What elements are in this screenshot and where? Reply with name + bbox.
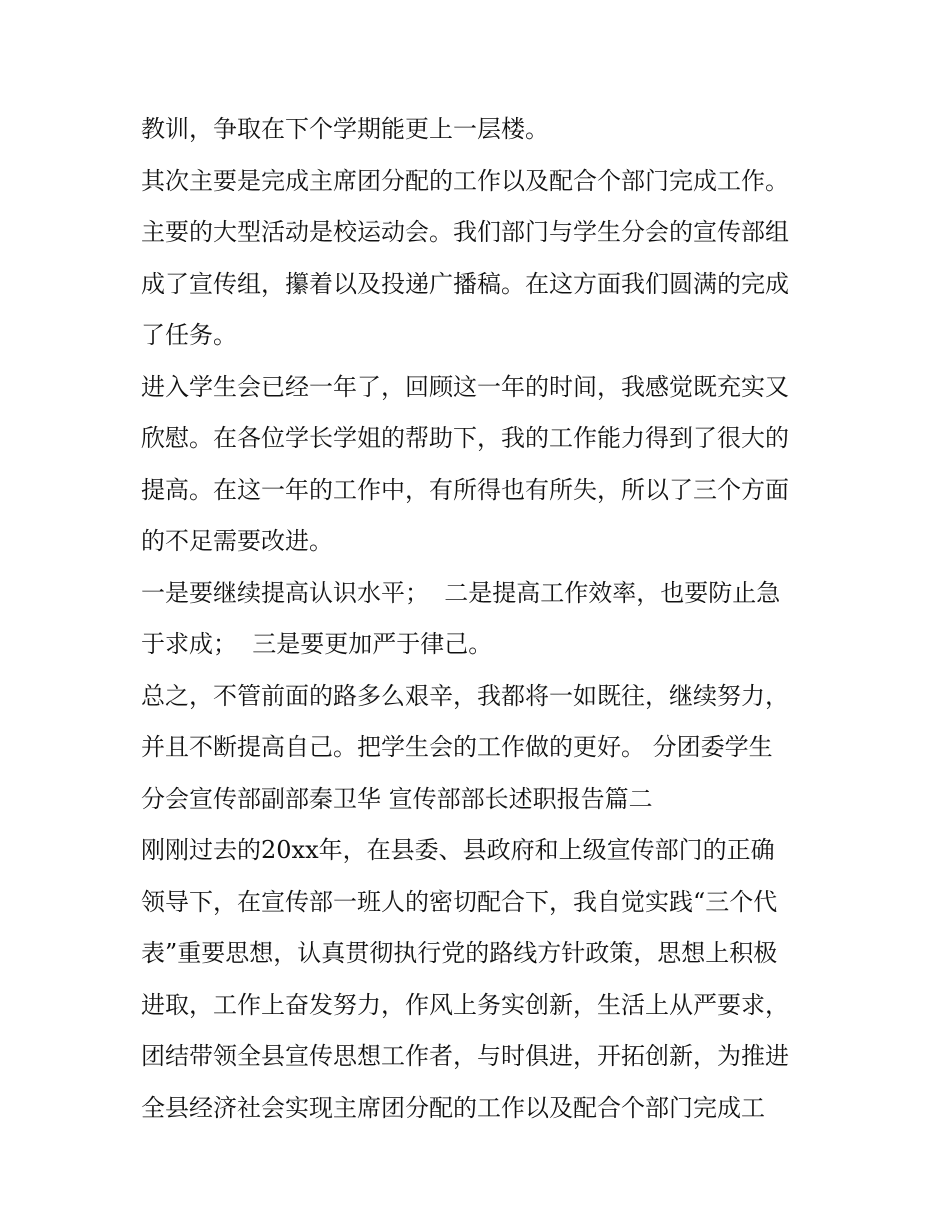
text-line: 主要的大型活动是校运动会。我们部门与学生分会的宣传部组: [141, 218, 789, 246]
text-line: 教训，争取在下个学期能更上一层楼。: [141, 115, 549, 143]
text-line: 欣慰。在各位学长学姐的帮助下，我的工作能力得到了很大的: [141, 424, 789, 452]
text-line: 了任务。: [141, 321, 237, 349]
text-line: 团结带领全县宣传思想工作者，与时俱进，开拓创新，为推进: [141, 1042, 789, 1070]
text-line: 进取，工作上奋发努力，作风上务实创新，生活上从严要求，: [141, 990, 789, 1019]
text-line: 于求成； 三是要更加严于律己。: [141, 630, 493, 658]
text-line: 并且不断提高自己。把学生会的工作做的更好。 分团委学生: [141, 733, 773, 761]
text-line: 的不足需要改进。: [141, 527, 333, 555]
text-line: 刚刚过去的20xx年，在县委、县政府和上级宣传部门的正确: [141, 836, 775, 864]
text-line: 其次主要是完成主席团分配的工作以及配合个部门完成工作。: [141, 166, 789, 195]
text-line: 一是要继续提高认识水平； 二是提高工作效率，也要防止急: [141, 578, 781, 607]
text-line: 领导下，在宣传部一班人的密切配合下，我自觉实践“三个代: [141, 887, 778, 916]
document-body: [141, 104, 821, 1134]
text-line: 提高。在这一年的工作中，有所得也有所失，所以了三个方面: [141, 475, 789, 504]
text-line: 成了宣传组，攥着以及投递广播稿。在这方面我们圆满的完成: [141, 269, 789, 298]
section-heading-line: 分会宣传部副部秦卫华 宣传部部长述职报告篇二: [141, 784, 653, 813]
text-line: 进入学生会已经一年了，回顾这一年的时间，我感觉既充实又: [141, 372, 789, 401]
text-line: 表”重要思想，认真贯彻执行党的路线方针政策，思想上积极: [141, 939, 778, 967]
text-line: 全县经济社会实现主席团分配的工作以及配合个部门完成工: [141, 1093, 765, 1122]
text-line: 总之，不管前面的路多么艰辛，我都将一如既往，继续努力，: [141, 681, 789, 710]
